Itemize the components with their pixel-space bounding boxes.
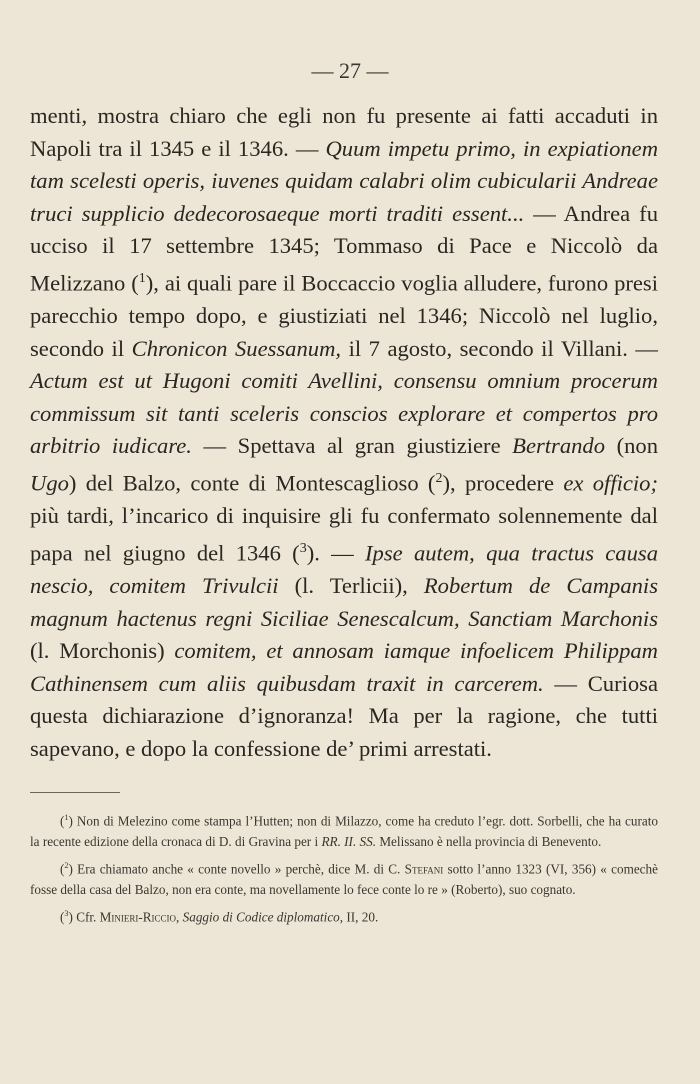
text-run: (non	[605, 433, 658, 459]
main-text	[30, 100, 658, 765]
italic-text: Bertrando	[512, 433, 606, 459]
text-run: più tardi, l’incarico di inquisire gli fu confermato solennemente dal papa nel giugno del 1346 (	[30, 503, 658, 566]
italic-text: Quum impetu primo, in expiationem tam scelesti operis, iuvenes quidam calabri olim cubicularii Andreae truci supplicio dedecorosaeque morti traditi essent...	[30, 135, 659, 226]
text-run: ), ai quali pare il Boccaccio voglia alludere, furono presi parecchio tempo dopo, e giustiziati nel 1346; Niccolò nel luglio, secondo il	[30, 270, 658, 361]
text-run: (	[60, 909, 65, 925]
text-run: (l. Morchonis)	[30, 638, 175, 664]
text-run: — Curiosa questa dichiarazione d’ignoranza! Ma per la ragione, che tutti sapevano, e dopo la confessione de’ primi arrestati.	[30, 670, 658, 761]
text-run: ), procedere	[442, 470, 564, 496]
footnote-separator	[30, 792, 120, 793]
footnote-ref: 2	[435, 471, 443, 487]
italic-text: comitem, et annosam iamque infoelicem Philippam Cathinensem cum aliis quibusdam traxit in carcerem.	[30, 638, 658, 696]
text-run: (l. Terlicii),	[278, 572, 424, 598]
text-run: Melissano è nella provincia di Benevento.	[376, 833, 602, 849]
footnote-ref: 3	[299, 540, 307, 556]
footnote-2	[30, 856, 658, 900]
author-name: Stefani	[404, 861, 444, 877]
page-number: — 27 —	[311, 58, 389, 83]
text-run: — Andrea fu ucciso il 17 settembre 1345; Tommaso di Pace e Niccolò da Melizzano (	[30, 200, 658, 296]
footnote-1	[30, 808, 658, 852]
text-run: II, 20.	[343, 909, 379, 925]
italic-text: Actum est ut Hugoni comiti Avellini, consensu omnium procerum commissum sit tanti sceleris conscios explorare et compertos pro arbitrio iudicare.	[30, 368, 658, 459]
footnote-ref: 3	[64, 908, 69, 918]
footnote-ref: 2	[64, 860, 69, 870]
italic-text: Ipse autem, qua tractus causa nescio, comitem Trivulcii	[30, 540, 658, 598]
footnote-ref: 1	[64, 813, 69, 822]
text-run: ) Non di Melezino come stampa l’Hutten; non di Milazzo, come ha creduto l’egr. dott. Sorbelli, che ha curato la recente edizione della cronaca di D. di Gravina per i	[30, 813, 658, 849]
text-run: (	[60, 861, 65, 877]
text-run: menti, mostra chiaro che egli non fu presente ai fatti accaduti in Napoli tra il 1345 e il 1346. —	[30, 103, 658, 161]
footnote-ref: 1	[138, 270, 146, 286]
italic-text: Saggio di Codice diplomatico,	[182, 909, 344, 925]
text-run: (	[60, 813, 65, 829]
text-run: ). —	[306, 540, 366, 566]
italic-text: RR. II. SS.	[321, 833, 377, 849]
text-run: il 7 agosto, secondo il Villani. —	[341, 335, 658, 361]
text-run: ) Era chiamato anche « conte novello » perchè, dice M. di C.	[68, 861, 405, 877]
italic-text: Robertum de Campanis magnum hactenus regni Siciliae Senescalcum, Sanctiam Marchonis	[30, 572, 659, 631]
text-run: ,	[176, 909, 183, 925]
footnotes	[30, 808, 658, 928]
text-run: — Spettava al gran giustiziere	[191, 433, 513, 459]
italic-text: Ugo	[30, 470, 69, 496]
text-run: ) Cfr.	[68, 909, 100, 925]
text-run: sotto l’anno 1323 (VI, 356) « comechè fosse della casa del Balzo, non era conte, ma novellamente lo fece conte lo re » (Roberto), suo cognato.	[30, 861, 658, 897]
footnote-3	[30, 904, 658, 928]
text-run: ) del Balzo, conte di Montescaglioso (	[68, 470, 436, 496]
italic-text: ex officio;	[563, 470, 658, 496]
author-name: Minieri-Riccio	[99, 909, 177, 925]
italic-text: Chronicon Suessanum,	[131, 335, 342, 361]
